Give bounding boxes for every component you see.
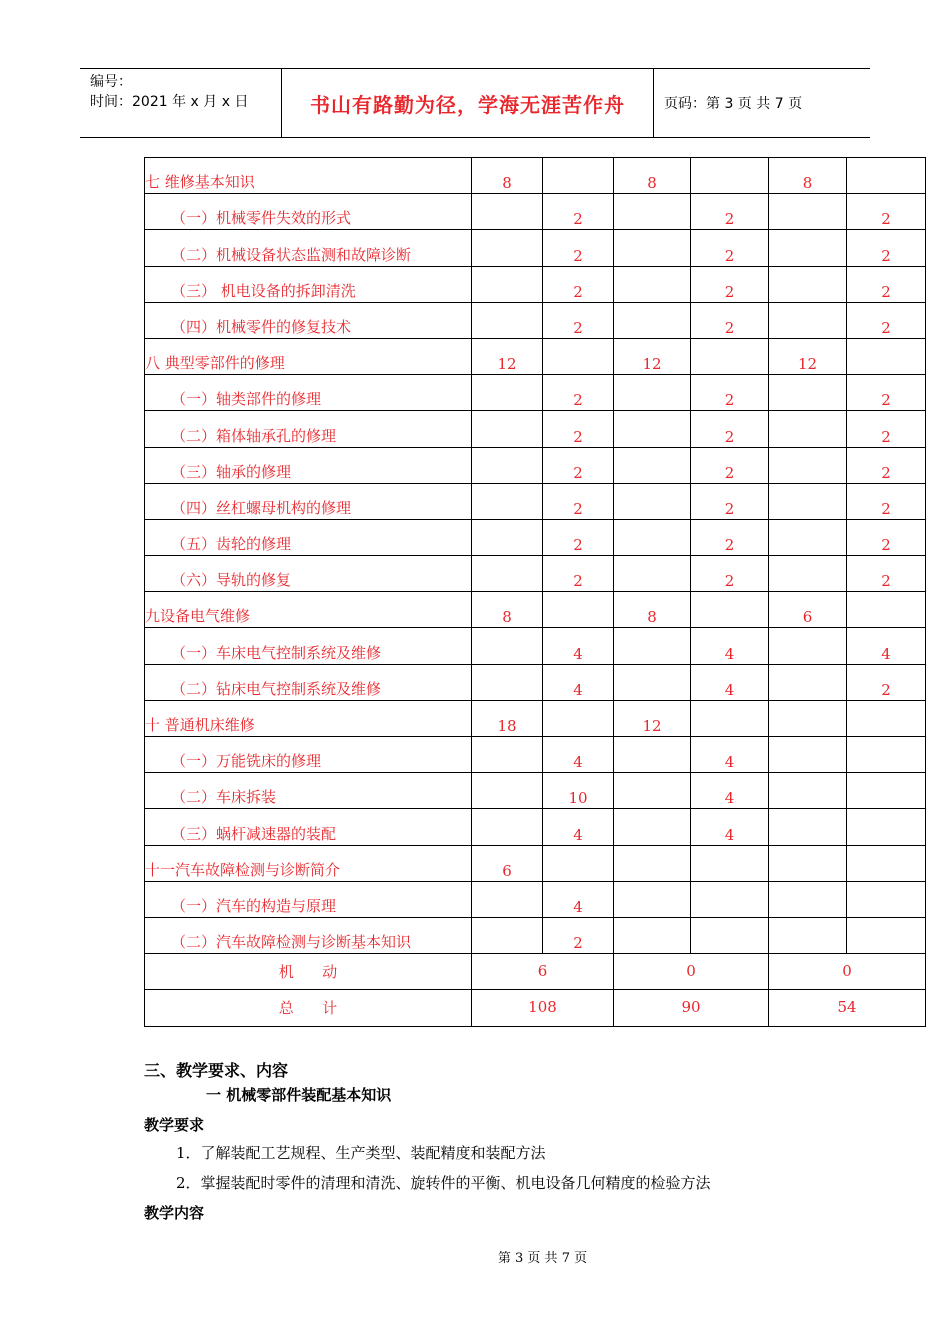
hours-cell	[769, 302, 847, 338]
hours-cell: 8	[614, 592, 691, 628]
table-row	[145, 411, 926, 447]
summary-value: 108	[472, 990, 614, 1026]
hours-cell	[614, 809, 691, 845]
hours-cell	[691, 592, 769, 628]
hours-cell: 6	[472, 845, 543, 881]
hours-cell: 8	[472, 158, 543, 194]
header-page-label: 页码：第 3 页 共 7 页	[664, 96, 803, 112]
hours-cell: 4	[543, 809, 614, 845]
hours-cell	[472, 483, 543, 519]
hours-cell: 4	[691, 737, 769, 773]
hours-cell	[543, 338, 614, 374]
table-row	[145, 158, 926, 194]
hours-cell: 4	[847, 628, 926, 664]
hours-cell	[614, 411, 691, 447]
hours-cell	[847, 737, 926, 773]
summary-row	[145, 954, 926, 990]
hours-cell	[847, 592, 926, 628]
row-title: （四）丝杠螺母机构的修理	[145, 483, 472, 519]
hours-cell	[769, 230, 847, 266]
hours-cell: 4	[691, 809, 769, 845]
content-heading: 教学内容	[144, 1204, 205, 1222]
hours-cell: 2	[847, 519, 926, 555]
table-row	[145, 447, 926, 483]
table-row	[145, 338, 926, 374]
hours-cell	[769, 809, 847, 845]
hours-cell	[691, 845, 769, 881]
hours-cell: 18	[472, 700, 543, 736]
row-title: （二）机械设备状态监测和故障诊断	[145, 230, 472, 266]
row-title: 十一汽车故障检测与诊断简介	[145, 845, 472, 881]
hours-cell: 2	[691, 411, 769, 447]
hours-cell	[847, 158, 926, 194]
table-row	[145, 664, 926, 700]
document-number-label: 编号：	[90, 74, 132, 90]
table-row	[145, 194, 926, 230]
hours-cell	[472, 556, 543, 592]
hours-cell	[472, 773, 543, 809]
header-meta	[80, 69, 282, 137]
hours-cell: 2	[847, 483, 926, 519]
header-motto: 书山有路勤为径，学海无涯苦作舟	[282, 69, 654, 137]
row-title: （一）机械零件失效的形式	[145, 194, 472, 230]
hours-cell: 2	[847, 194, 926, 230]
row-title: （一）轴类部件的修理	[145, 375, 472, 411]
hours-cell	[769, 194, 847, 230]
row-title: （二）车床拆装	[145, 773, 472, 809]
hours-cell	[847, 700, 926, 736]
hours-cell	[472, 519, 543, 555]
hours-cell: 2	[691, 483, 769, 519]
table-row	[145, 881, 926, 917]
hours-cell: 2	[691, 375, 769, 411]
table-row	[145, 302, 926, 338]
hours-cell	[614, 881, 691, 917]
hours-cell: 4	[691, 628, 769, 664]
table-row	[145, 700, 926, 736]
row-title: （六）导轨的修复	[145, 556, 472, 592]
hours-cell	[614, 737, 691, 773]
hours-cell: 4	[543, 628, 614, 664]
hours-cell	[769, 773, 847, 809]
hours-cell	[769, 266, 847, 302]
hours-cell: 8	[769, 158, 847, 194]
course-hours-table	[144, 157, 926, 1027]
hours-cell: 2	[543, 194, 614, 230]
row-title: （一）汽车的构造与原理	[145, 881, 472, 917]
hours-cell: 4	[543, 737, 614, 773]
table-row	[145, 628, 926, 664]
hours-cell	[614, 447, 691, 483]
hours-cell: 8	[614, 158, 691, 194]
hours-cell: 2	[543, 519, 614, 555]
hours-cell	[769, 519, 847, 555]
table-row	[145, 556, 926, 592]
row-title: （二）汽车故障检测与诊断基本知识	[145, 917, 472, 953]
hours-cell	[614, 773, 691, 809]
hours-cell	[614, 519, 691, 555]
hours-cell	[847, 845, 926, 881]
hours-cell: 4	[691, 773, 769, 809]
table-row	[145, 230, 926, 266]
hours-cell	[543, 845, 614, 881]
row-title: （二）钻床电气控制系统及维修	[145, 664, 472, 700]
hours-cell	[472, 917, 543, 953]
hours-cell: 2	[691, 194, 769, 230]
hours-cell	[472, 266, 543, 302]
hours-cell	[472, 230, 543, 266]
hours-cell	[614, 194, 691, 230]
summary-label: 总 计	[145, 990, 472, 1026]
hours-cell	[614, 230, 691, 266]
hours-cell: 2	[691, 447, 769, 483]
hours-cell: 2	[691, 519, 769, 555]
hours-cell	[691, 700, 769, 736]
hours-cell	[543, 592, 614, 628]
hours-cell: 4	[691, 664, 769, 700]
hours-cell	[847, 338, 926, 374]
table-row	[145, 266, 926, 302]
table-row	[145, 375, 926, 411]
hours-cell: 2	[691, 302, 769, 338]
hours-cell	[472, 737, 543, 773]
hours-cell: 4	[543, 664, 614, 700]
hours-cell: 2	[847, 230, 926, 266]
row-title: 八 典型零部件的修理	[145, 338, 472, 374]
hours-cell: 4	[543, 881, 614, 917]
hours-cell	[769, 845, 847, 881]
page-footer: 第 3 页 共 7 页	[497, 1251, 588, 1266]
hours-cell: 2	[543, 411, 614, 447]
hours-cell	[769, 483, 847, 519]
hours-cell	[847, 917, 926, 953]
summary-label: 机 动	[145, 954, 472, 990]
document-time-label: 时间：2021 年 x 月 x 日	[90, 94, 249, 110]
hours-cell	[614, 628, 691, 664]
table-row	[145, 592, 926, 628]
summary-value: 0	[769, 954, 926, 990]
hours-cell	[769, 737, 847, 773]
hours-cell: 2	[543, 266, 614, 302]
table-row	[145, 917, 926, 953]
requirements-heading: 教学要求	[144, 1116, 205, 1134]
hours-cell	[614, 845, 691, 881]
row-title: （三）蜗杆减速器的装配	[145, 809, 472, 845]
hours-cell: 2	[543, 556, 614, 592]
hours-cell	[614, 483, 691, 519]
row-title: （五）齿轮的修理	[145, 519, 472, 555]
hours-cell	[691, 881, 769, 917]
row-title: （一）万能铣床的修理	[145, 737, 472, 773]
hours-cell	[543, 158, 614, 194]
summary-value: 0	[614, 954, 769, 990]
hours-cell: 2	[543, 917, 614, 953]
hours-cell: 2	[847, 411, 926, 447]
requirement-item-1: 1．了解装配工艺规程、生产类型、装配精度和装配方法	[176, 1144, 546, 1162]
hours-cell: 12	[614, 338, 691, 374]
hours-cell	[769, 881, 847, 917]
hours-cell	[614, 917, 691, 953]
hours-cell: 2	[543, 375, 614, 411]
row-title: （二）箱体轴承孔的修理	[145, 411, 472, 447]
hours-cell	[691, 158, 769, 194]
hours-cell	[769, 375, 847, 411]
hours-cell	[614, 302, 691, 338]
row-title: （三）轴承的修理	[145, 447, 472, 483]
hours-cell	[614, 375, 691, 411]
hours-cell: 2	[543, 483, 614, 519]
hours-cell	[769, 628, 847, 664]
hours-cell: 2	[691, 230, 769, 266]
hours-cell	[847, 809, 926, 845]
hours-cell	[472, 375, 543, 411]
row-title: （三） 机电设备的拆卸清洗	[145, 266, 472, 302]
row-title: 九设备电气维修	[145, 592, 472, 628]
hours-cell	[472, 628, 543, 664]
hours-cell	[847, 881, 926, 917]
hours-cell	[472, 664, 543, 700]
hours-cell: 2	[543, 447, 614, 483]
hours-cell	[472, 411, 543, 447]
hours-cell	[847, 773, 926, 809]
table-row	[145, 845, 926, 881]
hours-cell: 2	[847, 302, 926, 338]
hours-cell	[691, 338, 769, 374]
section-subtitle: 一 机械零部件装配基本知识	[206, 1086, 392, 1104]
row-title: 七 维修基本知识	[145, 158, 472, 194]
hours-cell: 2	[847, 447, 926, 483]
hours-cell	[769, 917, 847, 953]
hours-cell	[769, 556, 847, 592]
hours-cell	[472, 447, 543, 483]
hours-cell: 2	[847, 266, 926, 302]
hours-cell	[614, 556, 691, 592]
hours-cell: 2	[543, 230, 614, 266]
requirement-item-2: 2．掌握装配时零件的清理和清洗、旋转件的平衡、机电设备几何精度的检验方法	[176, 1174, 711, 1192]
hours-cell	[472, 302, 543, 338]
hours-cell: 6	[769, 592, 847, 628]
table-row	[145, 773, 926, 809]
hours-cell: 10	[543, 773, 614, 809]
summary-value: 6	[472, 954, 614, 990]
hours-cell	[472, 881, 543, 917]
hours-cell	[691, 917, 769, 953]
hours-cell	[614, 664, 691, 700]
hours-cell: 2	[691, 556, 769, 592]
hours-cell: 12	[472, 338, 543, 374]
hours-cell: 2	[847, 664, 926, 700]
table-row	[145, 519, 926, 555]
hours-cell	[543, 700, 614, 736]
hours-cell	[472, 194, 543, 230]
hours-cell: 2	[543, 302, 614, 338]
hours-cell	[769, 700, 847, 736]
table-row	[145, 809, 926, 845]
hours-cell	[769, 664, 847, 700]
section-title: 三、教学要求、内容	[144, 1061, 289, 1080]
hours-cell: 8	[472, 592, 543, 628]
hours-cell	[769, 447, 847, 483]
hours-cell: 2	[847, 375, 926, 411]
hours-cell: 2	[847, 556, 926, 592]
page-header	[80, 68, 870, 138]
hours-cell	[472, 809, 543, 845]
row-title: 十 普通机床维修	[145, 700, 472, 736]
hours-cell: 12	[614, 700, 691, 736]
summary-value: 90	[614, 990, 769, 1026]
table-row	[145, 737, 926, 773]
table-row	[145, 483, 926, 519]
summary-row	[145, 990, 926, 1026]
hours-cell	[614, 266, 691, 302]
hours-cell	[769, 411, 847, 447]
hours-cell: 12	[769, 338, 847, 374]
summary-value: 54	[769, 990, 926, 1026]
row-title: （一）车床电气控制系统及维修	[145, 628, 472, 664]
row-title: （四）机械零件的修复技术	[145, 302, 472, 338]
hours-cell: 2	[691, 266, 769, 302]
